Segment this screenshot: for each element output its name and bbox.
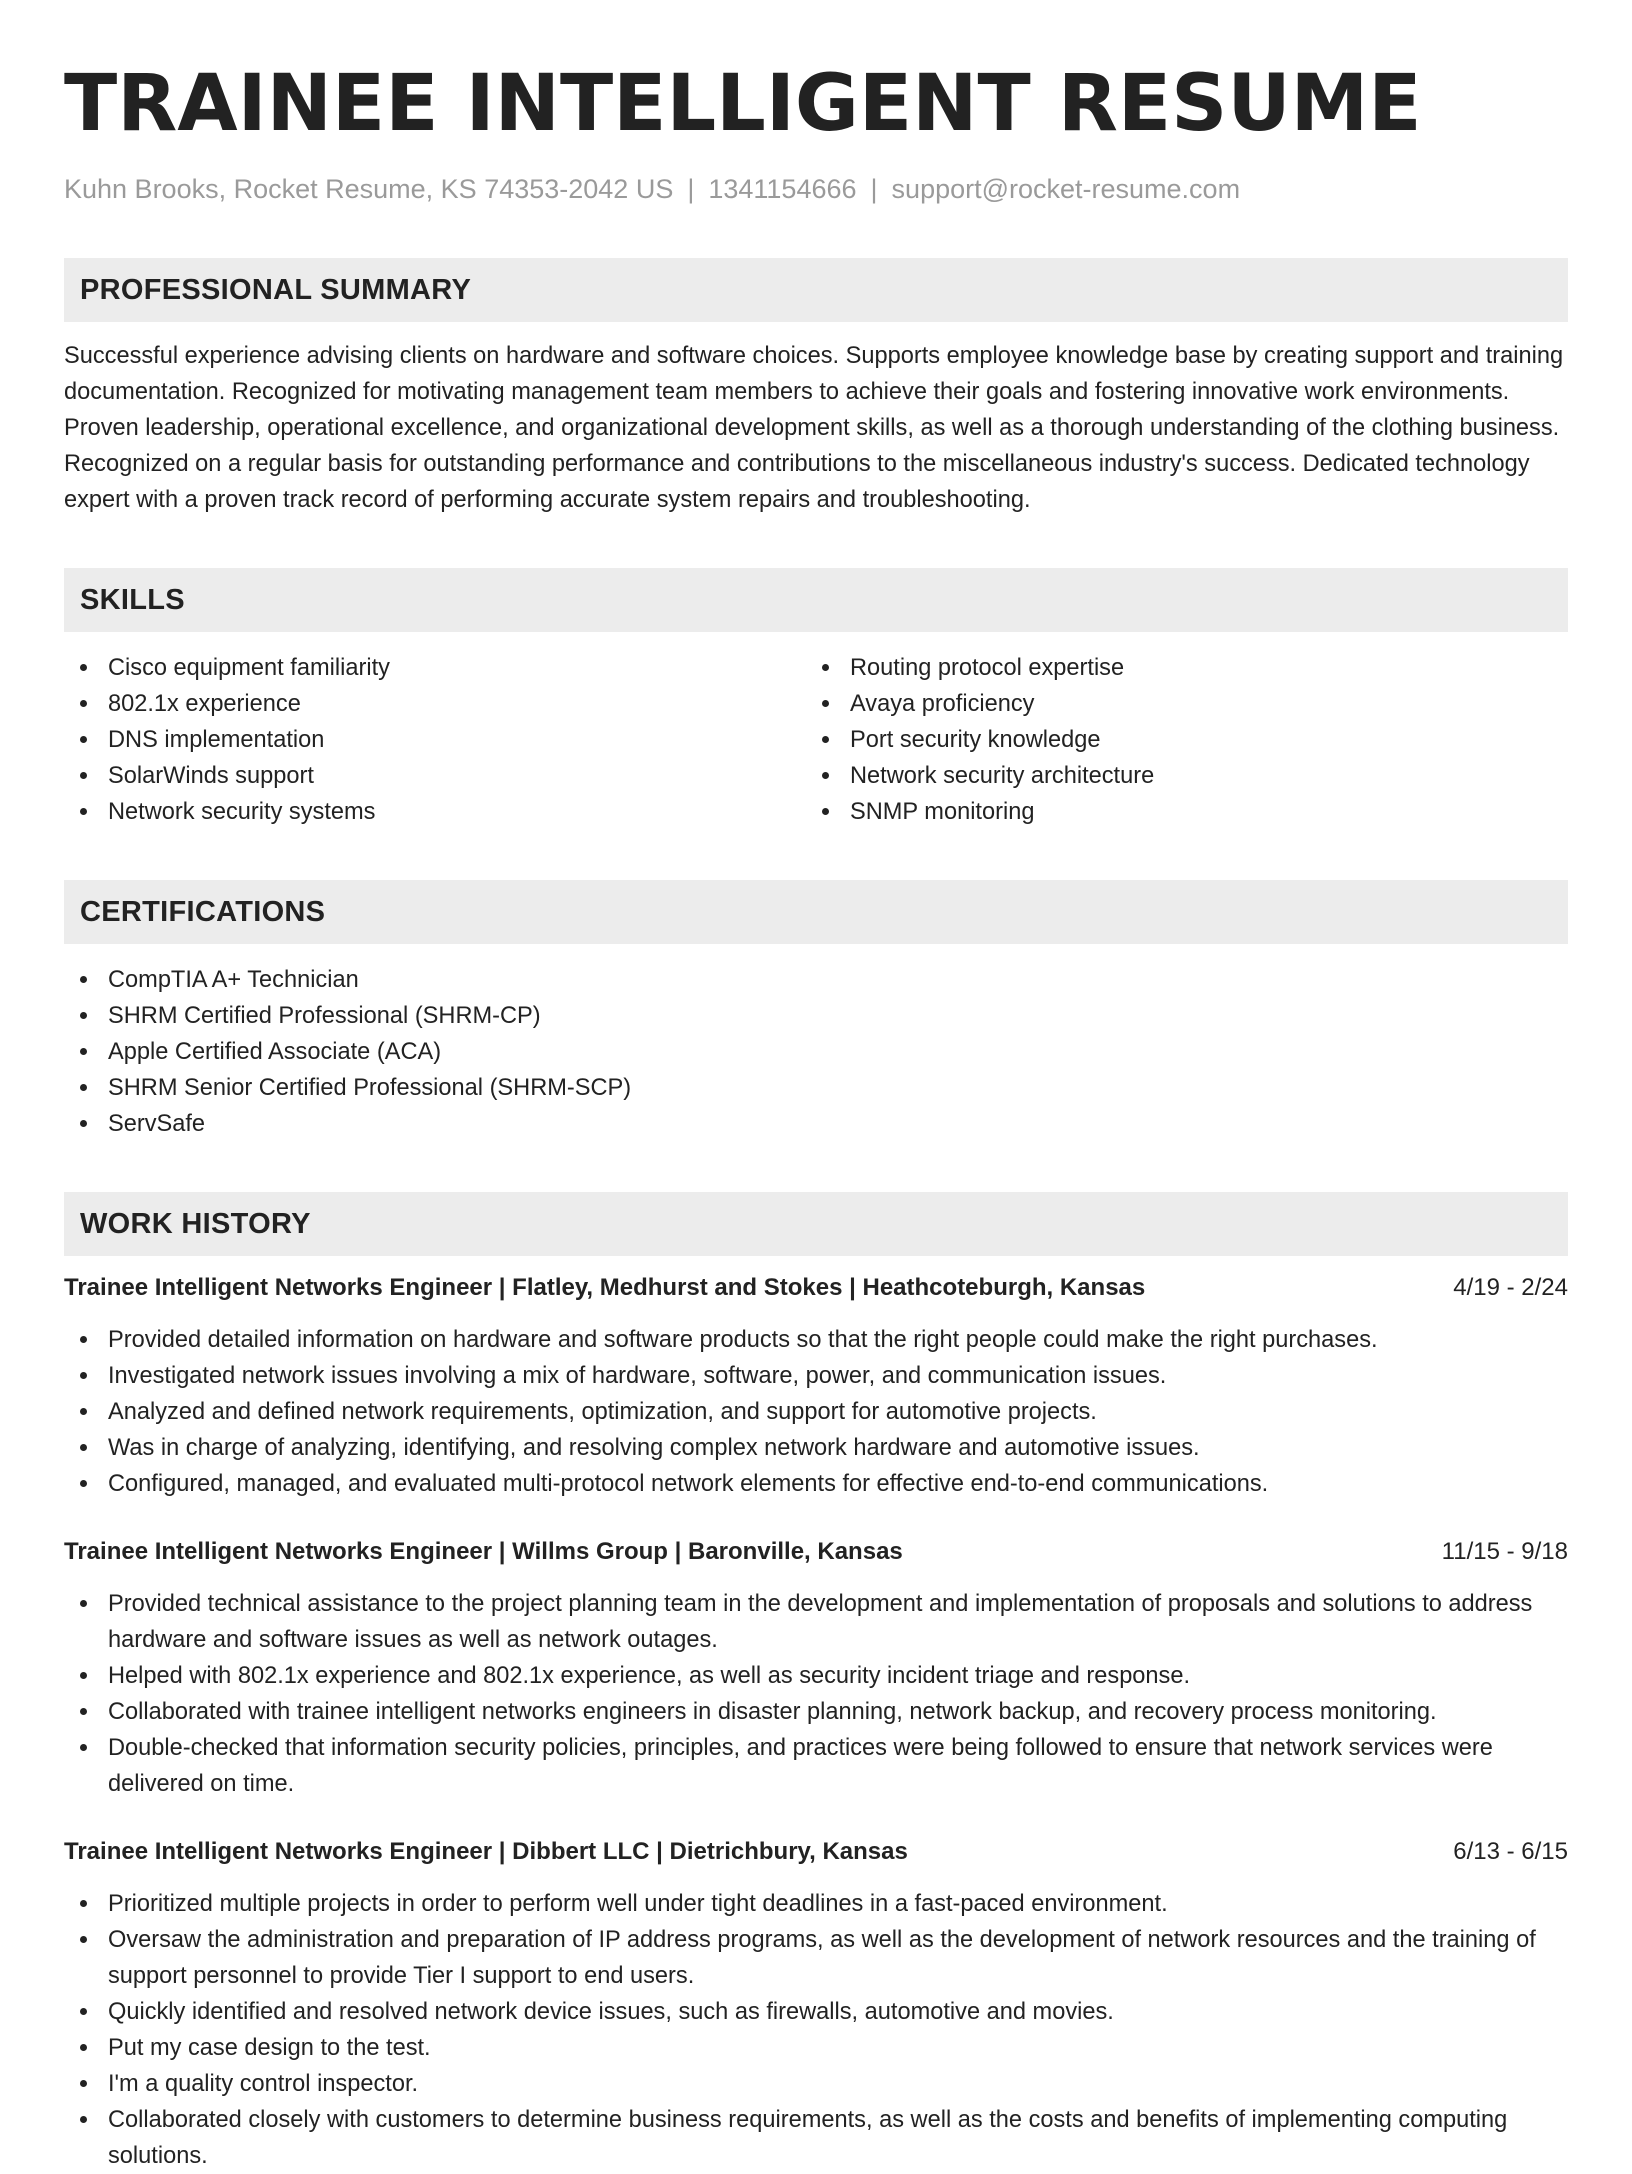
certification-item: ServSafe — [64, 1106, 1568, 1142]
job-bullet: Configured, managed, and evaluated multi-protocol network elements for effective end-to-end communications. — [64, 1466, 1568, 1502]
job-title: Trainee Intelligent Networks Engineer | Dibbert LLC | Dietrichbury, Kansas — [64, 1838, 908, 1865]
job-bullet: Collaborated with trainee intelligent networks engineers in disaster planning, network backup, and recovery process monitoring. — [64, 1694, 1568, 1730]
skill-item: SolarWinds support — [64, 758, 806, 794]
contact-address: Kuhn Brooks, Rocket Resume, KS 74353-2042 US — [64, 174, 674, 204]
job-bullet: I'm a quality control inspector. — [64, 2066, 1568, 2102]
job-entry — [64, 1534, 1568, 1802]
certification-item: SHRM Senior Certified Professional (SHRM-SCP) — [64, 1070, 1568, 1106]
certification-item: SHRM Certified Professional (SHRM-CP) — [64, 998, 1568, 1034]
section-heading-work-history: WORK HISTORY — [64, 1192, 1568, 1256]
job-bullets — [64, 1886, 1568, 2174]
skill-item: Network security architecture — [806, 758, 1548, 794]
job-title: Trainee Intelligent Networks Engineer | Flatley, Medhurst and Stokes | Heathcoteburgh, Kansas — [64, 1274, 1146, 1301]
certification-item: CompTIA A+ Technician — [64, 962, 1568, 998]
skills-list-left — [64, 650, 806, 830]
certifications-list — [64, 962, 1568, 1142]
resume-page — [64, 56, 1568, 2174]
job-bullet: Investigated network issues involving a mix of hardware, software, power, and communication issues. — [64, 1358, 1568, 1394]
skill-item: DNS implementation — [64, 722, 806, 758]
job-bullets — [64, 1322, 1568, 1502]
section-heading-certifications: CERTIFICATIONS — [64, 880, 1568, 944]
job-bullets — [64, 1586, 1568, 1802]
job-entry — [64, 1270, 1568, 1502]
skill-item: Port security knowledge — [806, 722, 1548, 758]
job-bullet: Helped with 802.1x experience and 802.1x experience, as well as security incident triage and response. — [64, 1658, 1568, 1694]
job-header — [64, 1834, 1568, 1870]
job-header — [64, 1534, 1568, 1570]
job-bullet: Provided detailed information on hardware and software products so that the right people could make the right purchases. — [64, 1322, 1568, 1358]
certification-item: Apple Certified Associate (ACA) — [64, 1034, 1568, 1070]
job-bullet: Collaborated closely with customers to determine business requirements, as well as the costs and benefits of implementing computing solutions. — [64, 2102, 1568, 2174]
skill-item: Routing protocol expertise — [806, 650, 1548, 686]
section-heading-summary: PROFESSIONAL SUMMARY — [64, 258, 1568, 322]
contact-separator: | — [687, 174, 695, 204]
skills-grid — [64, 650, 1568, 830]
summary-text: Successful experience advising clients on hardware and software choices. Supports employee knowledge base by creating support and training documentation. Recognized for motivating management team members to achieve their goals and fostering innovative work environments. Proven leadership, operational excellence, and organizational development skills, as well as a thorough understanding of the clothing business. Recognized on a regular basis for outstanding performance and contributions to the miscellaneous industry's success. Dedicated technology expert with a proven track record of performing accurate system repairs and troubleshooting. — [64, 343, 1564, 513]
job-bullet: Prioritized multiple projects in order to perform well under tight deadlines in a fast-paced environment. — [64, 1886, 1568, 1922]
contact-email: support@rocket-resume.com — [891, 174, 1241, 204]
contact-phone: 1341154666 — [708, 174, 857, 204]
contact-line — [64, 172, 1568, 206]
section-heading-skills: SKILLS — [64, 568, 1568, 632]
job-entry — [64, 1834, 1568, 2174]
skill-item: Avaya proficiency — [806, 686, 1548, 722]
resume-title: TRAINEE INTELLIGENT RESUME — [64, 59, 1422, 149]
job-bullet: Provided technical assistance to the project planning team in the development and implementation of proposals and solutions to address hardware and software issues as well as network outages. — [64, 1586, 1568, 1658]
job-dates: 4/19 - 2/24 — [1453, 1274, 1568, 1301]
job-bullet: Was in charge of analyzing, identifying, and resolving complex network hardware and automotive issues. — [64, 1430, 1568, 1466]
skill-item: SNMP monitoring — [806, 794, 1548, 830]
job-bullet: Analyzed and defined network requirements, optimization, and support for automotive projects. — [64, 1394, 1568, 1430]
skills-list-right — [806, 650, 1548, 830]
job-dates: 11/15 - 9/18 — [1441, 1538, 1568, 1565]
job-header — [64, 1270, 1568, 1306]
job-dates: 6/13 - 6/15 — [1453, 1838, 1568, 1865]
job-bullet: Quickly identified and resolved network device issues, such as firewalls, automotive and movies. — [64, 1994, 1568, 2030]
job-title: Trainee Intelligent Networks Engineer | Willms Group | Baronville, Kansas — [64, 1538, 903, 1565]
job-bullet: Oversaw the administration and preparation of IP address programs, as well as the development of network resources and the training of support personnel to provide Tier I support to end users. — [64, 1922, 1568, 1994]
contact-separator: | — [870, 174, 878, 204]
skill-item: 802.1x experience — [64, 686, 806, 722]
skill-item: Cisco equipment familiarity — [64, 650, 806, 686]
job-bullet: Double-checked that information security policies, principles, and practices were being followed to ensure that network services were delivered on time. — [64, 1730, 1568, 1802]
job-bullet: Put my case design to the test. — [64, 2030, 1568, 2066]
skill-item: Network security systems — [64, 794, 806, 830]
